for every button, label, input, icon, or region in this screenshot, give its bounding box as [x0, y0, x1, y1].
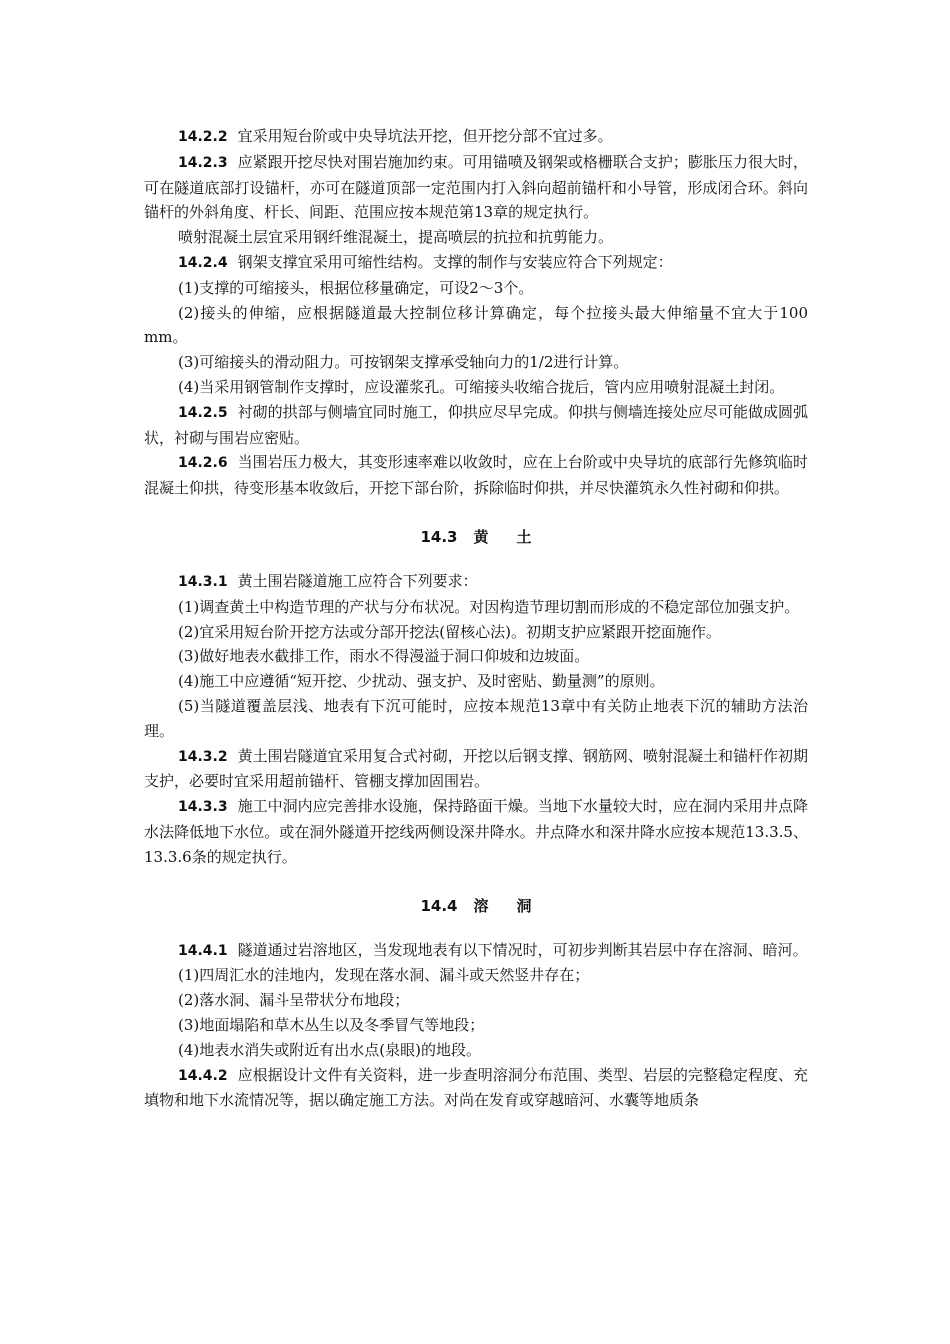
clause-14-2-2 — [144, 124, 808, 150]
clause-14-3-2 — [144, 744, 808, 795]
clause-number: 14.2.4 — [178, 254, 228, 271]
clause-14-3-1 — [144, 569, 808, 595]
clause-number: 14.3.3 — [178, 799, 228, 816]
clause-text: 宜采用短台阶或中央导坑法开挖，但开挖分部不宜过多。 — [237, 127, 613, 145]
list-item: (4)地表水消失或附近有出水点(泉眼)的地段。 — [178, 1040, 481, 1059]
list-item: (3)可缩接头的滑动阻力。可按钢架支撑承受轴向力的1/2进行计算。 — [178, 353, 629, 372]
clause-number: 14.2.3 — [178, 154, 228, 171]
section-number: 14.3 — [420, 527, 458, 546]
list-item: (4)当采用钢管制作支撑时，应设灌浆孔。可缩接头收缩合拢后，管内应用喷射混凝土封闭。 — [178, 377, 785, 396]
clause-number: 14.2.5 — [178, 404, 228, 421]
clause-number: 14.2.6 — [178, 455, 228, 472]
clause-number: 14.4.2 — [178, 1067, 228, 1084]
list-item: (1)四周汇水的洼地内，发现在落水洞、漏斗或天然竖井存在； — [178, 966, 590, 985]
clause-number: 14.4.1 — [178, 942, 228, 959]
list-item: (2)落水洞、漏斗呈带状分布地段； — [178, 991, 410, 1010]
clause-number: 14.3.2 — [178, 748, 228, 765]
clause-text: 钢架支撑宜采用可缩性结构。支撑的制作与安装应符合下列规定： — [237, 252, 673, 271]
list-item: (2)宜采用短台阶开挖方法或分部开挖法(留核心法)。初期支护应紧跟开挖面施作。 — [178, 622, 721, 641]
clause-text: 衬砌的拱部与侧墙宜同时施工，仰拱应尽早完成。仰拱与侧墙连接处应尽可能做成圆弧状，衬砌与围岩应密贴。 — [144, 402, 808, 447]
clause-text: 应紧跟开挖尽快对围岩施加约束。可用锚喷及钢架或格栅联合支护；膨胀压力很大时，可在隧道底部打设锚杆，亦可在隧道顶部一定范围内打入斜向超前锚杆和小导管，形成闭合环。斜向锚杆的外斜角度、杆长、间距、范围应按本规范第13章的规定执行。 — [144, 152, 808, 222]
list-item: (1)支撑的可缩接头，根据位移量确定，可设2～3个。 — [178, 278, 534, 297]
clause-14-2-3 — [144, 150, 808, 225]
clause-number: 14.3.1 — [178, 573, 228, 590]
section-heading-14-4 — [144, 894, 808, 918]
clause-14-2-4 — [144, 250, 808, 276]
list-item: (3)做好地表水截排工作，雨水不得漫溢于洞口仰坡和边坡面。 — [178, 647, 590, 666]
section-title-char: 土 — [516, 527, 532, 546]
clause-text: 应根据设计文件有关资料，进一步查明溶洞分布范围、类型、岩层的完整稳定程度、充填物和地下水流情况等，据以确定施工方法。对尚在发育或穿越暗河、水囊等地质条 — [144, 1065, 808, 1110]
list-item: (4)施工中应遵循“短开挖、少扰动、强支护、及时密贴、勤量测”的原则。 — [178, 672, 665, 691]
clause-14-3-3 — [144, 794, 808, 869]
clause-text: 黄土围岩隧道宜采用复合式衬砌，开挖以后钢支撑、钢筋网、喷射混凝土和锚杆作初期支护，必要时宜采用超前锚杆、管棚支撑加固围岩。 — [144, 746, 808, 791]
paragraph-shotcrete: 喷射混凝土层宜采用钢纤维混凝土，提高喷层的抗拉和抗剪能力。 — [178, 228, 614, 247]
section-title-char: 洞 — [516, 896, 532, 915]
list-item: (1)调查黄土中构造节理的产状与分布状况。对因构造节理切割而形成的不稳定部位加强支护。 — [178, 597, 800, 616]
clause-14-2-6 — [144, 450, 808, 501]
clause-number: 14.2.2 — [178, 129, 228, 145]
clause-text: 隧道通过岩溶地区，当发现地表有以下情况时，可初步判断其岩层中存在溶洞、暗河。 — [237, 940, 808, 959]
clause-14-4-1 — [144, 938, 808, 964]
section-number: 14.4 — [420, 896, 458, 915]
list-item: (3)地面塌陷和草木丛生以及冬季冒气等地段； — [178, 1015, 485, 1034]
section-title-char: 黄 — [473, 527, 489, 546]
section-title-char: 溶 — [473, 896, 489, 915]
section-heading-14-3 — [144, 525, 808, 549]
clause-14-4-2 — [144, 1063, 808, 1114]
document-page — [144, 124, 808, 1113]
clause-text: 黄土围岩隧道施工应符合下列要求： — [237, 571, 478, 590]
clause-text: 当围岩压力极大，其变形速率难以收敛时，应在上台阶或中央导坑的底部行先修筑临时混凝土仰拱，待变形基本收敛后，开挖下部台阶，拆除临时仰拱，并尽快灌筑永久性衬砌和仰拱。 — [144, 453, 808, 498]
clause-text: 施工中洞内应完善排水设施，保持路面干燥。当地下水量较大时，应在洞内采用井点降水法降低地下水位。或在洞外隧道开挖线两侧设深井降水。井点降水和深井降水应按本规范13.3.5、13.3.6条的规定执行。 — [144, 797, 808, 866]
clause-14-2-5 — [144, 400, 808, 451]
list-item: (5)当隧道覆盖层浅、地表有下沉可能时，应按本规范13章中有关防止地表下沉的辅助方法治理。 — [144, 696, 808, 740]
list-item: (2)接头的伸缩，应根据隧道最大控制位移计算确定，每个拉接头最大伸缩量不宜大于100 mm。 — [144, 303, 808, 347]
